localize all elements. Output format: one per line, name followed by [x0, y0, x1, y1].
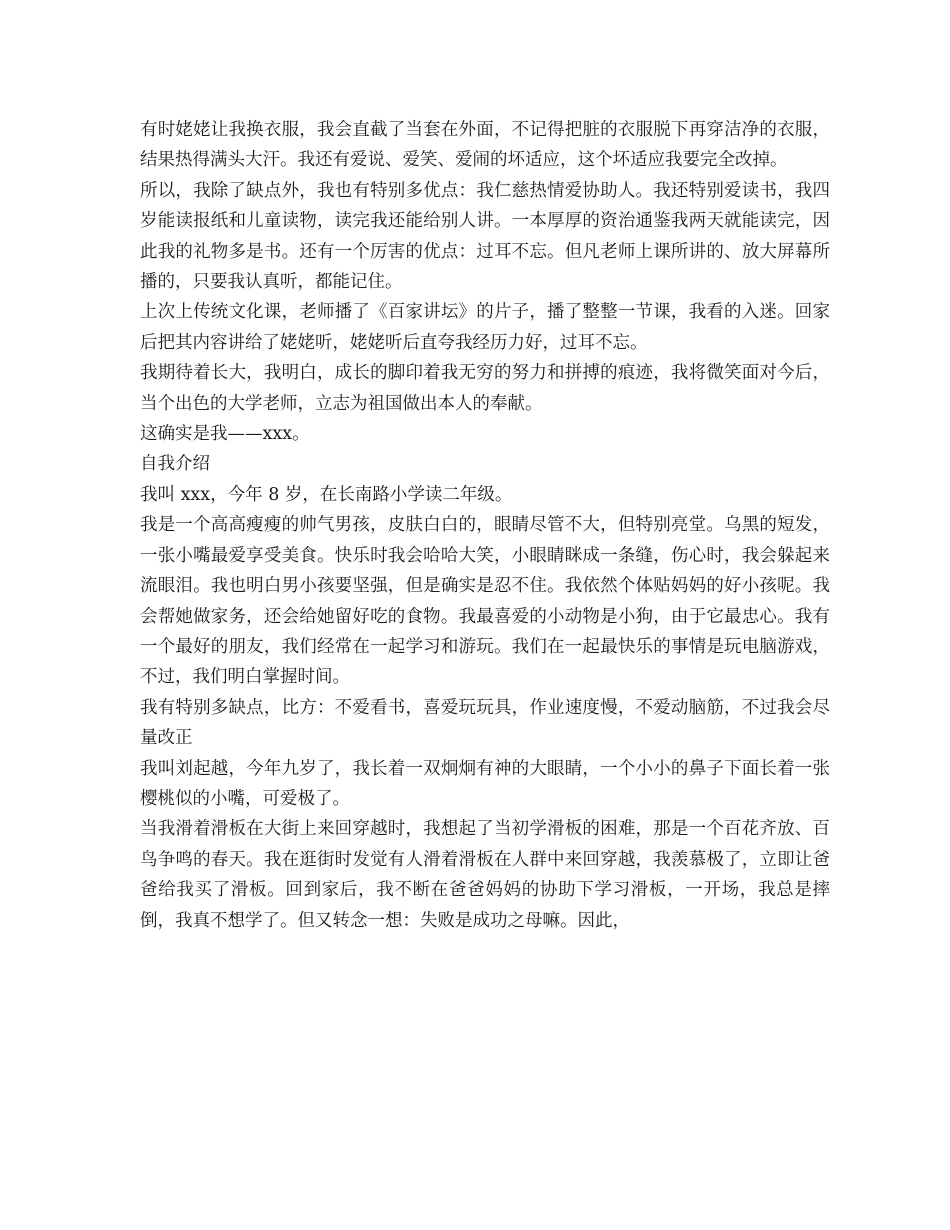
paragraph: 我是一个高高瘦瘦的帅气男孩，皮肤白白的，眼睛尽管不大，但特别亮堂。乌黑的短发，一张小嘴最爱享受美食。快乐时我会哈哈大笑，小眼睛眯成一条缝，伤心时，我会躲起来流眼泪。我也明白男小孩要坚强，但是确实是忍不住。我依然个体贴妈妈的好小孩呢。我会帮她做家务，还会给她留好吃的食物。我最喜爱的小动物是小狗，由于它最忠心。我有一个最好的朋友，我们经常在一起学习和游玩。我们在一起最快乐的事情是玩电脑游戏，不过，我们明白掌握时间。	[140, 515, 830, 688]
document-body	[140, 115, 830, 936]
paragraph: 当我滑着滑板在大街上来回穿越时，我想起了当初学滑板的困难，那是一个百花齐放、百鸟争鸣的春天。我在逛街时发觉有人滑着滑板在人群中来回穿越，我羡慕极了，立即让爸爸给我买了滑板。回到家后，我不断在爸爸妈妈的协助下学习滑板，一开场，我总是摔倒，我真不想学了。但又转念一想：失败是成功之母嘛。因此，	[140, 819, 830, 931]
section-heading: 自我介绍	[140, 454, 210, 475]
paragraph: 这确实是我——xxx。	[140, 424, 310, 445]
paragraph: 我期待着长大，我明白，成长的脚印着我无穷的努力和拼搏的痕迹，我将微笑面对今后，当个出色的大学老师，立志为祖国做出本人的奉献。	[140, 363, 830, 414]
paragraph: 有时姥姥让我换衣服，我会直截了当套在外面，不记得把脏的衣服脱下再穿洁净的衣服，结果热得满头大汗。我还有爱说、爱笑、爱闹的坏适应，这个坏适应我要完全改掉。	[140, 120, 830, 171]
paragraph: 所以，我除了缺点外，我也有特别多优点：我仁慈热情爱协助人。我还特别爱读书，我四岁能读报纸和儿童读物，读完我还能给别人讲。一本厚厚的资治通鉴我两天就能读完，因此我的礼物多是书。还有一个厉害的优点：过耳不忘。但凡老师上课所讲的、放大屏幕所播的，只要我认真听，都能记住。	[140, 180, 830, 293]
paragraph: 我叫刘起越，今年九岁了，我长着一双炯炯有神的大眼睛，一个小小的鼻子下面长着一张樱桃似的小嘴，可爱极了。	[140, 758, 830, 809]
paragraph: 我叫 xxx，今年 8 岁，在长南路小学读二年级。	[140, 484, 513, 505]
paragraph: 上次上传统文化课，老师播了《百家讲坛》的片子，播了整整一节课，我看的入迷。回家后把其内容讲给了姥姥听，姥姥听后直夸我经历力好，过耳不忘。	[140, 302, 830, 353]
paragraph: 我有特别多缺点，比方：不爱看书，喜爱玩玩具，作业速度慢，不爱动脑筋，不过我会尽量改正	[140, 697, 830, 749]
